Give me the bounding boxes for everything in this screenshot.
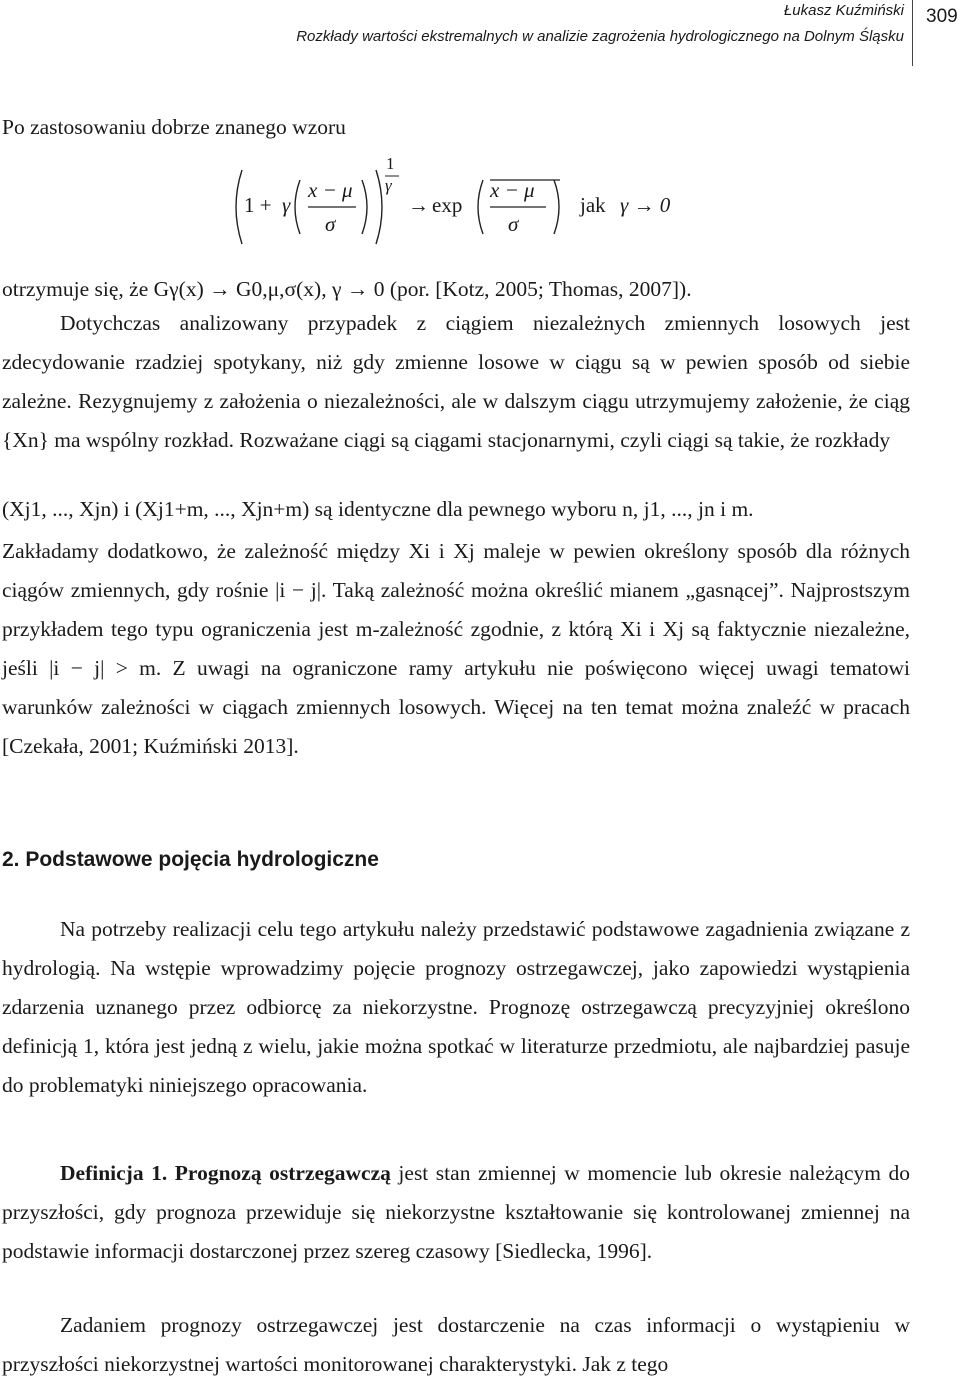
page-number: 309 [926,6,958,27]
intro-line: Po zastosowaniu dobrze znanego wzoru [2,115,346,139]
formula-condition-expr: γ → 0 [620,193,671,217]
page-header [0,0,960,70]
formula-limit [228,154,728,255]
paragraph-mixing: Zakładamy dodatkowo, że zależność między Xi i Xj maleje w pewien określony sposób dla różnych ciągów zmiennych, gdy rośnie |i − j|. Taką zależność można określić mianem „gasnącej”. Najprostszym przykładem tego typu ograniczenia jest m-zależność zgodnie, z którą Xi i Xj są faktycznie niezależne, jeśli |i − j| > m. Z uwagi na ograniczone ramy artykułu nie poświęcono więcej uwagi tematowi warunków zależności w ciągach zmiennych losowych. Więcej na ten temat można znaleźć w pracach [Czekała, 2001; Kuźmiński 2013]. [2,539,910,758]
formula-frac-den: σ [325,212,336,236]
formula-frac2-num: x − μ [490,178,535,202]
formula-one: 1 + [244,193,272,217]
paragraph-forecast: Zadaniem prognozy ostrzegawczej jest dostarczenie na czas informacji o wystąpieniu w przyszłości niekorzystnej wartości monitorowanej charakterystyki. Jak z tego [2,1313,910,1376]
formula-arrow: → [408,193,429,217]
formula-frac2-den: σ [508,212,519,236]
formula-exp-den: γ [385,176,392,195]
formula-gamma: γ [282,193,291,217]
formula-exp-num: 1 [386,154,395,173]
paragraph-limit-result: otrzymuje się, że Gγ(x) → G0,μ,σ(x), γ → 0 (por. [Kotz, 2005; Thomas, 2007]). [2,277,692,301]
definition-label: Definicja 1. Prognozą ostrzegawczą [60,1161,391,1185]
header-running-title: Rozkłady wartości ekstremalnych w analizie zagrożenia hydrologicznego na Dolnym Śląsku [296,28,904,45]
formula-frac-num: x − μ [308,178,353,202]
header-divider [912,0,913,66]
header-author: Łukasz Kuźmiński [783,2,904,19]
section-heading: 2. Podstawowe pojęcia hydrologiczne [2,848,379,871]
formula-condition: jak [580,193,606,217]
formula-exp: exp [432,193,463,217]
definition-text: jest stan zmiennej w momencie lub okresie należącym do przyszłości, gdy prognoza przewiduje się niekorzystne kształtowanie się kontrolowanej zmiennej na podstawie informacji dostarczonej przez szereg czasowy [Siedlecka, 1996]. [2,1161,911,1263]
paragraph-stationarity: (Xj1, ..., Xjn) i (Xj1+m, ..., Xjn+m) są identyczne dla pewnego wyboru n, j1, ..., jn i m. [2,497,754,521]
paragraph-hydrology: Na potrzeby realizacji celu tego artykułu należy przedstawić podstawowe zagadnienia związane z hydrologią. Na wstępie wprowadzimy pojęcie prognozy ostrzegawczej, jako zapowiedzi wystąpienia zdarzenia uznanego przez odbiorcę za niekorzystne. Prognozę ostrzegawczą precyzyjniej określono definicją 1, która jest jedną z wielu, jakie można spotkać w literaturze przedmiotu, ale najbardziej pasuje do problematyki niniejszego opracowania. [2,917,910,1097]
paragraph-dependence: Dotychczas analizowany przypadek z ciągiem niezależnych zmiennych losowych jest zdecydowanie rzadziej spotykany, niż gdy zmienne losowe w ciągu są w pewien sposób od siebie zależne. Rezygnujemy z założenia o niezależności, ale w dalszym ciągu utrzymujemy założenie, że ciąg {Xn} ma wspólny rozkład. Rozważane ciągi są ciągami stacjonarnymi, czyli ciągi są takie, że rozkłady [2,311,910,452]
definition-1 [2,1154,910,1271]
